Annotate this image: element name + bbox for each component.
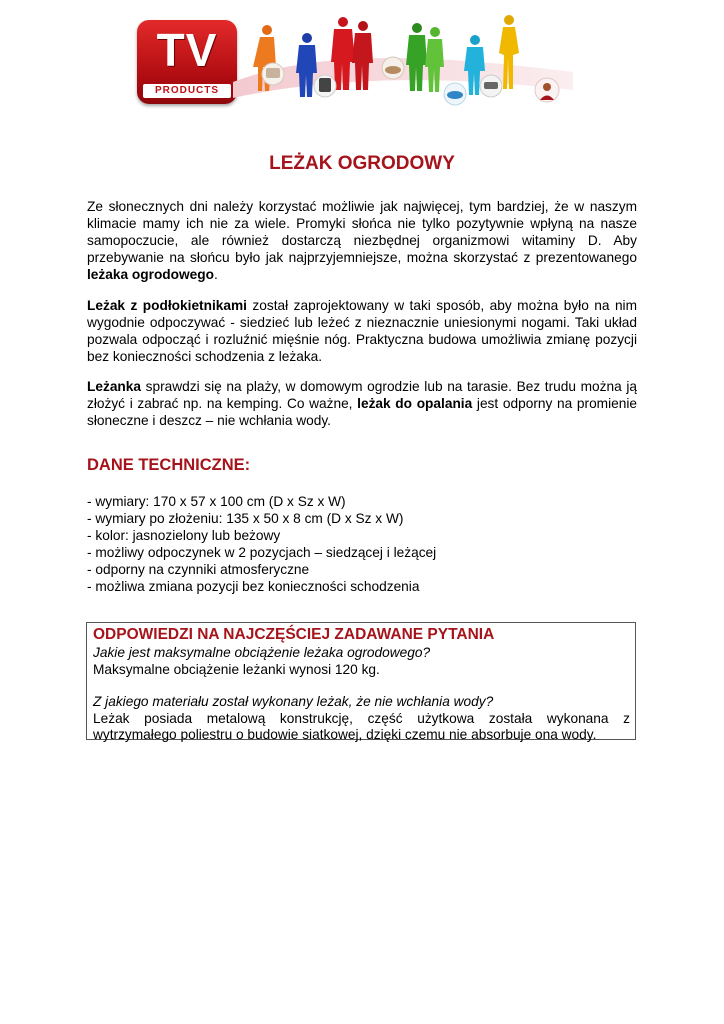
spec-item: - kolor: jasnozielony lub beżowy <box>87 528 281 543</box>
product-bubble-icon <box>480 75 502 97</box>
spec-item: - wymiary: 170 x 57 x 100 cm (D x Sz x W) <box>87 494 346 509</box>
intro-end: . <box>214 267 218 282</box>
product-bubble-icon <box>382 57 404 79</box>
green-person-icon <box>425 27 444 92</box>
product-bubble-icon <box>314 75 336 97</box>
usage-bold-term-1: Leżanka <box>87 379 142 394</box>
logo-tv-text: TV <box>156 24 218 76</box>
specs-list <box>87 493 436 595</box>
product-bubble-icon <box>535 78 559 102</box>
intro-bold-term: leżaka ogrodowego <box>87 267 215 282</box>
usage-bold-term-2: leżak do opalania <box>357 396 473 411</box>
spec-item: - odporny na czynniki atmosferyczne <box>87 562 310 577</box>
green-person-icon <box>406 23 427 91</box>
people-products-illustration <box>233 12 573 112</box>
faq-heading: ODPOWIEDZI NA NAJCZĘŚCIEJ ZADAWANE PYTANIA <box>93 626 495 643</box>
spec-item: - wymiary po złożeniu: 135 x 50 x 8 cm (D x Sz x W) <box>87 511 404 526</box>
features-paragraph <box>87 297 637 365</box>
faq-answer: Leżak posiada metalową konstrukcję, część użytkowa została wykonana z wytrzymałego poliestru o budowie siatkowej, dzięki czemu nie absorbuje ona wody. <box>93 710 630 742</box>
intro-paragraph <box>87 198 637 283</box>
faq-question: Z jakiego materiału został wykonany leżak, że nie wchłania wody? <box>93 694 494 709</box>
spec-item: - możliwa zmiana pozycji bez konieczności schodzenia <box>87 579 420 594</box>
specs-heading: DANE TECHNICZNE: <box>87 456 251 474</box>
faq-box <box>86 622 636 740</box>
usage-text-2: jest odporny na promienie słoneczne i deszcz – nie wchłania wody. <box>87 396 637 428</box>
product-bubble-icon <box>444 83 466 105</box>
header-banner <box>133 12 573 112</box>
usage-text-1: sprawdzi się na plaży, w domowym ogrodzie lub na tarasie. Bez trudu można ją złożyć i zabrać np. na kemping. Co ważne, <box>87 379 637 411</box>
features-text: został zaprojektowany w taki sposób, aby można było na nim wygodnie odpoczywać - siedzieć lub leżeć z nieznacznie uniesionymi nogami. Taki układ pozwala odpocząć i rozluźnić mięśnie nóg. Praktyczna budowa umożliwia zmianę pozycji bez konieczności schodzenia z leżaka. <box>87 298 637 364</box>
faq-question: Jakie jest maksymalne obciążenie leżaka ogrodowego? <box>93 645 431 660</box>
intro-text: Ze słonecznych dni należy korzystać możliwie jak najwięcej, tym bardziej, że w naszym klimacie mamy ich nie za wiele. Promyki słońca nie tylko pozytywnie wpłyną na nasze samopoczucie, ale również dostarczą niezbędnej organizmowi witaminy D. Aby przebywanie na słońcu było jak najprzyjemniejsze, można skorzystać z prezentowanego <box>87 199 637 265</box>
usage-paragraph <box>87 378 637 429</box>
tv-products-logo <box>137 20 237 104</box>
faq-spacer <box>93 678 630 694</box>
faq-answer: Maksymalne obciążenie leżanki wynosi 120 kg. <box>93 661 380 677</box>
logo-products-text: PRODUCTS <box>154 85 220 96</box>
product-bubble-icon <box>262 63 284 85</box>
page-title: LEŻAK OGRODOWY <box>269 153 455 174</box>
features-bold-term: Leżak z podłokietnikami <box>87 298 247 313</box>
spec-item: - możliwy odpoczynek w 2 pozycjach – siedzącej i leżącej <box>87 545 437 560</box>
